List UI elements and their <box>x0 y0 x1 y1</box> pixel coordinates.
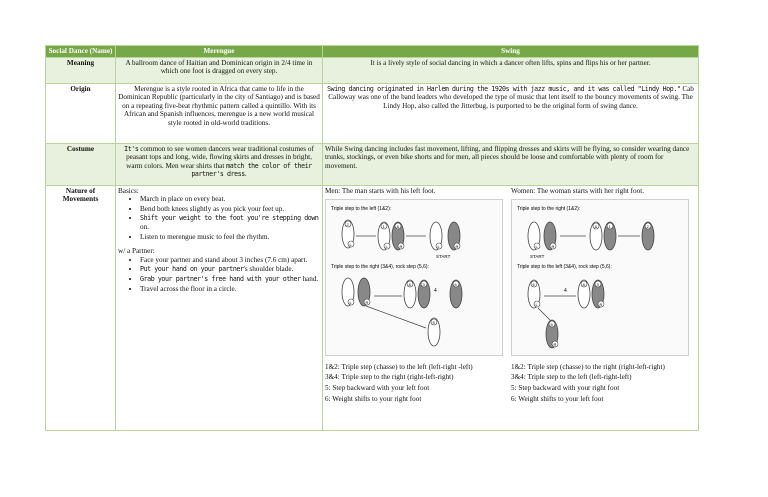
svg-text:R: R <box>553 342 557 348</box>
swing-costume: While Swing dancing includes fast movement, lifting, and flipping dresses and skirts will be flying, so consider wearing dance trunks, stockings, or even bike shorts and for men, all pieces should be loose and comfortable with plenty of room for movement. <box>323 143 699 185</box>
men-foot-bottom-left <box>342 278 354 306</box>
men-foot-bottom-back <box>428 318 440 346</box>
row-label-movements: Nature of Movements <box>46 185 116 430</box>
swing-origin-text: Cab Calloway was one of the band leaders who developed the type of music that lent itself to the bouncy movements of swing. The Lindy Hop, also called the Jitterbug, is purported to be the original form of swing dance. <box>328 84 694 110</box>
men-step-2: 3&4: Triple step to the right (right-left-right) <box>325 373 454 382</box>
women-step-3: 5: Step backward with your right foot <box>511 383 620 392</box>
women-foot-start-right <box>544 222 556 250</box>
women-title: Women: The woman starts with her right foot. <box>511 186 645 195</box>
merengue-costume-text: common to see women dancers wear traditional costumes of peasant tops and long, wide, flowing skirts and dresses in bright, warm colors. Men wear shirts that <box>126 144 314 170</box>
svg-text:R: R <box>399 244 403 250</box>
svg-text:R: R <box>599 302 603 308</box>
merengue-costume-hand-a: It's <box>124 144 139 153</box>
women-foot-amp <box>590 222 602 250</box>
merengue-costume <box>116 143 323 185</box>
merengue-movements <box>116 185 323 430</box>
men-foot-bottom-3 <box>404 280 416 308</box>
women-step-4: 4 <box>564 288 567 295</box>
women-diagram-top-caption: Triple step to the right (1&2): <box>517 206 581 213</box>
svg-text:L: L <box>349 242 352 248</box>
women-step-1: 1&2: Triple step (chasse) to the right (right-left-right) <box>511 362 665 371</box>
men-footwork-diagram <box>325 199 503 356</box>
svg-text:L: L <box>535 244 538 250</box>
svg-text:6: 6 <box>454 282 457 288</box>
swing-meaning: It is a lively style of social dancing in which a dancer often lifts, spins and flips his or her partner. <box>323 57 699 83</box>
women-start-label: START <box>530 254 545 260</box>
men-foot-right-amp <box>392 222 404 250</box>
svg-text:&: & <box>408 282 412 288</box>
row-label-meaning: Meaning <box>46 57 116 83</box>
men-foot-bottom-4 <box>418 280 430 308</box>
basics-list <box>118 195 320 241</box>
header-social-dance: Social Dance (Name) <box>46 46 116 58</box>
list-item: • Face your partner and stand about 3 inches (7.6 cm) apart. <box>140 256 320 265</box>
partner-hand: Grab your partner's free hand with your other <box>140 274 301 283</box>
men-step-1: 1&2: Triple step (chasse) to the left (left-right -left) <box>325 362 473 371</box>
svg-text:5: 5 <box>550 322 553 328</box>
women-foot-bottom-amp <box>578 280 590 308</box>
merengue-origin: Merengue is a style rooted in Africa that came to life in the Dominican Republic (particularly in the city of Santiago) and is based on a repeating five-beat rhythmic pattern called a quintillo. With its African and Spanish influences, merengue is a new world musical style rooted in old-world traditions. <box>116 83 323 143</box>
partner-list <box>118 256 320 293</box>
svg-text:6: 6 <box>532 282 535 288</box>
men-foot-left-1 <box>342 220 354 248</box>
svg-text:&: & <box>396 224 400 230</box>
list-item: • Listen to merengue music to feel the rhythm. <box>140 233 320 242</box>
svg-text:R: R <box>455 244 459 250</box>
svg-text:3: 3 <box>422 282 425 288</box>
women-step-list <box>511 363 691 403</box>
men-steps <box>325 187 505 406</box>
men-start-label: START <box>436 254 451 260</box>
svg-text:3: 3 <box>596 282 599 288</box>
header-swing: Swing <box>323 46 699 58</box>
partner-hand: Put your hand on your partner <box>140 265 244 274</box>
women-foot-2 <box>642 222 654 250</box>
swing-steps-columns <box>325 187 696 406</box>
svg-text:L: L <box>385 244 388 250</box>
women-steps <box>511 187 691 406</box>
basics-hand-end: on. <box>140 222 149 231</box>
men-title: Men: The man starts with his left foot. <box>325 186 436 195</box>
partner-hand-end: 's shoulder blade. <box>243 265 294 274</box>
partner-hand-end: hand. <box>300 274 319 283</box>
women-diagram-bottom-caption: Triple step to the left (3&4), rock step (5,6): <box>517 264 612 271</box>
dance-table <box>45 45 699 431</box>
women-footwork-diagram <box>511 199 689 356</box>
women-step-4-text: 6: Weight shifts to your left foot <box>511 394 604 403</box>
men-foot-left-2 <box>378 222 390 250</box>
svg-text:R: R <box>551 244 555 250</box>
svg-text:&: & <box>594 224 598 230</box>
men-foot-bottom-right <box>358 278 370 306</box>
swing-origin-handwritten: Swing dancing originated in Harlem during the 1920s with jazz music, and it was called "Lindy Hop." <box>327 84 681 93</box>
list-item <box>140 214 320 231</box>
dance-comparison-document <box>45 45 698 431</box>
svg-text:5: 5 <box>432 320 435 326</box>
row-label-costume: Costume <box>46 143 116 185</box>
men-foot-start-left <box>430 222 442 250</box>
basics-hand: Shift your weight to the foot you're stepping down <box>140 214 319 223</box>
women-foot-start-left <box>528 222 540 250</box>
swing-movements <box>323 185 699 430</box>
partner-title: w/ a Partner: <box>118 247 155 256</box>
basics-title: Basics: <box>118 186 139 195</box>
header-merengue: Merengue <box>116 46 323 58</box>
row-label-origin: Origin <box>46 83 116 143</box>
list-item <box>140 275 320 284</box>
merengue-costume-hand-b: match the color of their partner's dress <box>191 161 312 179</box>
men-foot-start-right <box>448 222 460 250</box>
svg-text:R: R <box>365 300 369 306</box>
men-step-4: 4 <box>434 288 437 295</box>
women-foot-1 <box>604 222 616 250</box>
svg-text:&: & <box>582 282 586 288</box>
women-step-2: 3&4: Triple step to the left (left-right-left) <box>511 373 632 382</box>
list-item: • Bend both knees slightly as you pick your feet up. <box>140 205 320 214</box>
list-item: • Travel across the floor in a circle. <box>140 285 320 294</box>
men-foot-bottom-5 <box>450 280 462 308</box>
men-diagram-top-caption: Triple step to the left (1&2): <box>331 206 392 213</box>
men-step-4-text: 6: Weight shifts to your right foot <box>325 394 422 403</box>
svg-text:1: 1 <box>382 224 385 230</box>
women-foot-bottom-back <box>546 320 558 348</box>
list-item: • March in place on every beat. <box>140 195 320 204</box>
women-arrow-4 <box>538 308 550 320</box>
svg-text:L: L <box>437 244 440 250</box>
svg-text:2: 2 <box>346 222 349 228</box>
swing-origin <box>323 83 699 143</box>
svg-text:2: 2 <box>646 224 649 230</box>
men-arrow-4 <box>366 306 426 328</box>
women-foot-bottom-3 <box>592 280 604 308</box>
women-foot-bottom-6 <box>528 280 540 308</box>
svg-text:1: 1 <box>608 224 611 230</box>
merengue-costume-end: . <box>244 170 247 179</box>
list-item <box>140 265 320 274</box>
merengue-meaning: A ballroom dance of Haitian and Dominican origin in 2/4 time in which one foot is dragged on every step. <box>116 57 323 83</box>
svg-text:L: L <box>535 302 538 308</box>
men-step-list <box>325 363 505 403</box>
men-step-3: 5: Step backward with your left foot <box>325 383 430 392</box>
svg-text:L: L <box>349 300 352 306</box>
men-diagram-bottom-caption: Triple step to the right (3&4), rock step (5,6): <box>331 264 429 271</box>
